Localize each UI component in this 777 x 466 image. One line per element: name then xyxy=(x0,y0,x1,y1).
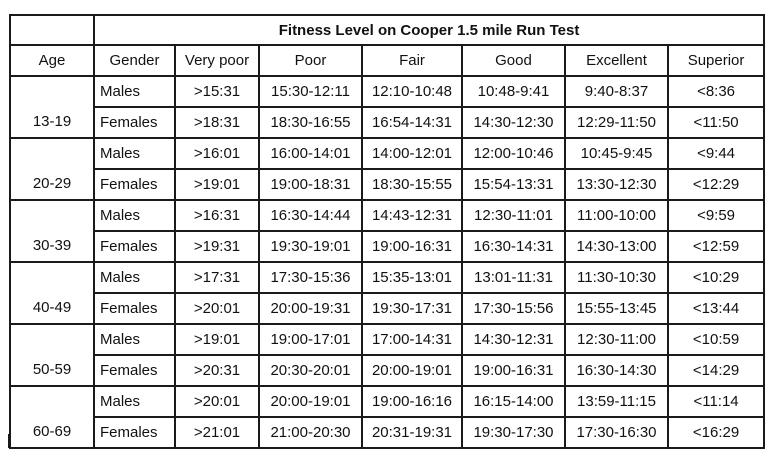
superior-cell: <9:44 xyxy=(668,138,764,169)
superior-cell: <9:59 xyxy=(668,200,764,231)
age-group-cell: 20-29 xyxy=(10,138,94,200)
fair-cell: 19:00-16:16 xyxy=(362,386,462,417)
poor-cell: 20:00-19:31 xyxy=(259,293,362,324)
header-excellent: Excellent xyxy=(565,45,668,76)
table-row xyxy=(10,107,764,138)
gender-cell: Males xyxy=(94,200,175,231)
title-row xyxy=(10,15,764,45)
good-cell: 14:30-12:31 xyxy=(462,324,565,355)
fair-cell: 12:10-10:48 xyxy=(362,76,462,107)
table-row xyxy=(10,138,764,169)
very-poor-cell: >21:01 xyxy=(175,417,259,448)
excellent-cell: 14:30-13:00 xyxy=(565,231,668,262)
good-cell: 17:30-15:56 xyxy=(462,293,565,324)
good-cell: 10:48-9:41 xyxy=(462,76,565,107)
poor-cell: 17:30-15:36 xyxy=(259,262,362,293)
table-title: Fitness Level on Cooper 1.5 mile Run Test xyxy=(94,15,764,45)
excellent-cell: 15:55-13:45 xyxy=(565,293,668,324)
poor-cell: 19:30-19:01 xyxy=(259,231,362,262)
very-poor-cell: >18:31 xyxy=(175,107,259,138)
good-cell: 14:30-12:30 xyxy=(462,107,565,138)
age-group-cell: 13-19 xyxy=(10,76,94,138)
superior-cell: <14:29 xyxy=(668,355,764,386)
table-row xyxy=(10,324,764,355)
gender-cell: Males xyxy=(94,324,175,355)
age-group-cell: 30-39 xyxy=(10,200,94,262)
table-row xyxy=(10,231,764,262)
very-poor-cell: >17:31 xyxy=(175,262,259,293)
poor-cell: 18:30-16:55 xyxy=(259,107,362,138)
age-group-cell: 60-69 xyxy=(10,386,94,448)
superior-cell: <12:59 xyxy=(668,231,764,262)
table-row xyxy=(10,293,764,324)
gender-cell: Females xyxy=(94,417,175,448)
good-cell: 15:54-13:31 xyxy=(462,169,565,200)
very-poor-cell: >19:01 xyxy=(175,169,259,200)
very-poor-cell: >15:31 xyxy=(175,76,259,107)
very-poor-cell: >20:31 xyxy=(175,355,259,386)
header-row xyxy=(10,45,764,76)
good-cell: 13:01-11:31 xyxy=(462,262,565,293)
good-cell: 16:30-14:31 xyxy=(462,231,565,262)
excellent-cell: 12:29-11:50 xyxy=(565,107,668,138)
gender-cell: Males xyxy=(94,262,175,293)
fair-cell: 16:54-14:31 xyxy=(362,107,462,138)
fair-cell: 20:31-19:31 xyxy=(362,417,462,448)
gender-cell: Females xyxy=(94,293,175,324)
gender-cell: Females xyxy=(94,355,175,386)
fitness-table xyxy=(9,14,765,449)
very-poor-cell: >20:01 xyxy=(175,293,259,324)
poor-cell: 20:30-20:01 xyxy=(259,355,362,386)
table-body xyxy=(10,15,764,448)
excellent-cell: 12:30-11:00 xyxy=(565,324,668,355)
table-row xyxy=(10,262,764,293)
very-poor-cell: >16:31 xyxy=(175,200,259,231)
excellent-cell: 10:45-9:45 xyxy=(565,138,668,169)
gender-cell: Females xyxy=(94,231,175,262)
fair-cell: 18:30-15:55 xyxy=(362,169,462,200)
gender-cell: Females xyxy=(94,107,175,138)
superior-cell: <11:14 xyxy=(668,386,764,417)
superior-cell: <16:29 xyxy=(668,417,764,448)
poor-cell: 21:00-20:30 xyxy=(259,417,362,448)
header-age: Age xyxy=(10,45,94,76)
header-superior: Superior xyxy=(668,45,764,76)
table-row xyxy=(10,76,764,107)
poor-cell: 19:00-18:31 xyxy=(259,169,362,200)
superior-cell: <11:50 xyxy=(668,107,764,138)
poor-cell: 16:30-14:44 xyxy=(259,200,362,231)
excellent-cell: 16:30-14:30 xyxy=(565,355,668,386)
gender-cell: Males xyxy=(94,386,175,417)
fair-cell: 15:35-13:01 xyxy=(362,262,462,293)
very-poor-cell: >20:01 xyxy=(175,386,259,417)
poor-cell: 20:00-19:01 xyxy=(259,386,362,417)
header-very-poor: Very poor xyxy=(175,45,259,76)
table-row xyxy=(10,200,764,231)
fair-cell: 19:30-17:31 xyxy=(362,293,462,324)
superior-cell: <8:36 xyxy=(668,76,764,107)
poor-cell: 19:00-17:01 xyxy=(259,324,362,355)
excellent-cell: 13:30-12:30 xyxy=(565,169,668,200)
superior-cell: <13:44 xyxy=(668,293,764,324)
header-fair: Fair xyxy=(362,45,462,76)
very-poor-cell: >16:01 xyxy=(175,138,259,169)
table-row xyxy=(10,417,764,448)
excellent-cell: 11:30-10:30 xyxy=(565,262,668,293)
border-tick xyxy=(8,434,10,448)
header-gender: Gender xyxy=(94,45,175,76)
blank-corner-cell xyxy=(10,15,94,45)
table-row xyxy=(10,169,764,200)
good-cell: 16:15-14:00 xyxy=(462,386,565,417)
excellent-cell: 13:59-11:15 xyxy=(565,386,668,417)
excellent-cell: 11:00-10:00 xyxy=(565,200,668,231)
table-row xyxy=(10,386,764,417)
good-cell: 19:30-17:30 xyxy=(462,417,565,448)
table-row xyxy=(10,355,764,386)
age-group-cell: 50-59 xyxy=(10,324,94,386)
superior-cell: <12:29 xyxy=(668,169,764,200)
header-poor: Poor xyxy=(259,45,362,76)
good-cell: 12:00-10:46 xyxy=(462,138,565,169)
very-poor-cell: >19:01 xyxy=(175,324,259,355)
excellent-cell: 9:40-8:37 xyxy=(565,76,668,107)
superior-cell: <10:29 xyxy=(668,262,764,293)
very-poor-cell: >19:31 xyxy=(175,231,259,262)
poor-cell: 15:30-12:11 xyxy=(259,76,362,107)
fair-cell: 19:00-16:31 xyxy=(362,231,462,262)
gender-cell: Males xyxy=(94,138,175,169)
gender-cell: Females xyxy=(94,169,175,200)
fair-cell: 20:00-19:01 xyxy=(362,355,462,386)
header-good: Good xyxy=(462,45,565,76)
age-group-cell: 40-49 xyxy=(10,262,94,324)
good-cell: 19:00-16:31 xyxy=(462,355,565,386)
fair-cell: 14:43-12:31 xyxy=(362,200,462,231)
good-cell: 12:30-11:01 xyxy=(462,200,565,231)
gender-cell: Males xyxy=(94,76,175,107)
fair-cell: 14:00-12:01 xyxy=(362,138,462,169)
poor-cell: 16:00-14:01 xyxy=(259,138,362,169)
excellent-cell: 17:30-16:30 xyxy=(565,417,668,448)
fair-cell: 17:00-14:31 xyxy=(362,324,462,355)
superior-cell: <10:59 xyxy=(668,324,764,355)
